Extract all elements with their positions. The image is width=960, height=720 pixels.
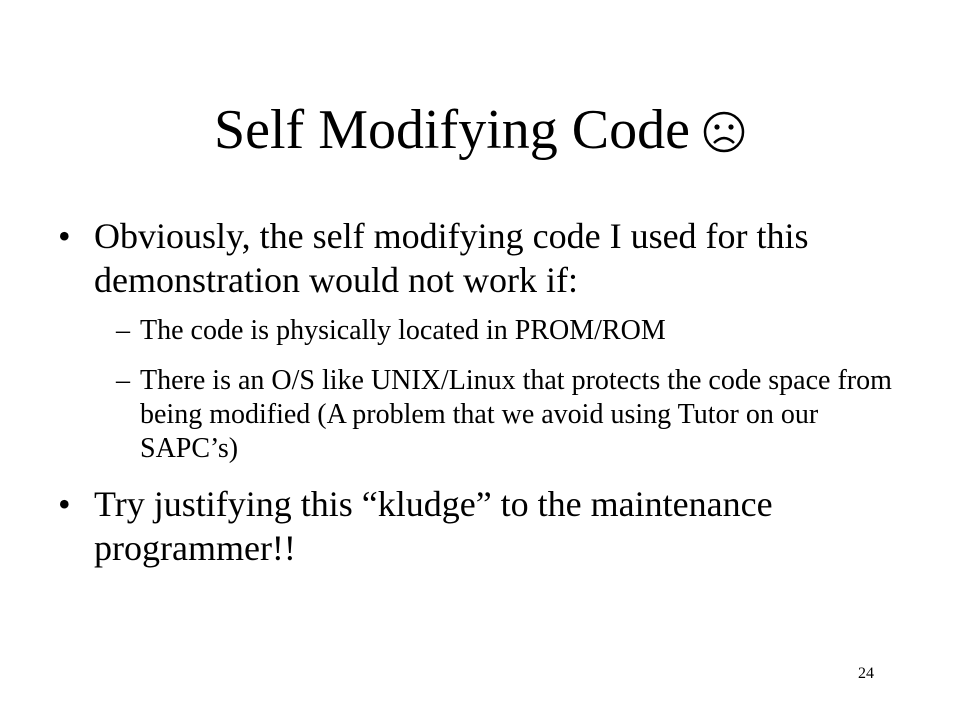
- bullet-text: Try justifying this “kludge” to the maintenance programmer!!: [94, 484, 773, 568]
- bullet-item: [58, 482, 918, 570]
- sub-bullet-item: [58, 364, 918, 466]
- sub-bullet-list: [58, 314, 918, 466]
- dash-marker: –: [116, 365, 130, 396]
- bullet-marker: •: [58, 216, 71, 256]
- slide-title-text: Self Modifying Code: [214, 99, 690, 161]
- bullet-text: Obviously, the self modifying code I used for this demonstration would not work if:: [94, 216, 809, 300]
- slide-body: [58, 214, 918, 582]
- bullet-item: [58, 214, 918, 302]
- sub-bullet-text: There is an O/S like UNIX/Linux that protects the code space from being modified (A problem that we avoid using Tutor on our SAPC’s): [140, 365, 892, 464]
- slide-title: [0, 98, 960, 168]
- page-number: 24: [858, 665, 874, 682]
- frown-face-icon: [702, 104, 746, 168]
- sub-bullet-text: The code is physically located in PROM/ROM: [140, 315, 666, 346]
- bullet-marker: •: [58, 484, 71, 524]
- sub-bullet-item: [58, 314, 918, 348]
- dash-marker: –: [116, 315, 130, 346]
